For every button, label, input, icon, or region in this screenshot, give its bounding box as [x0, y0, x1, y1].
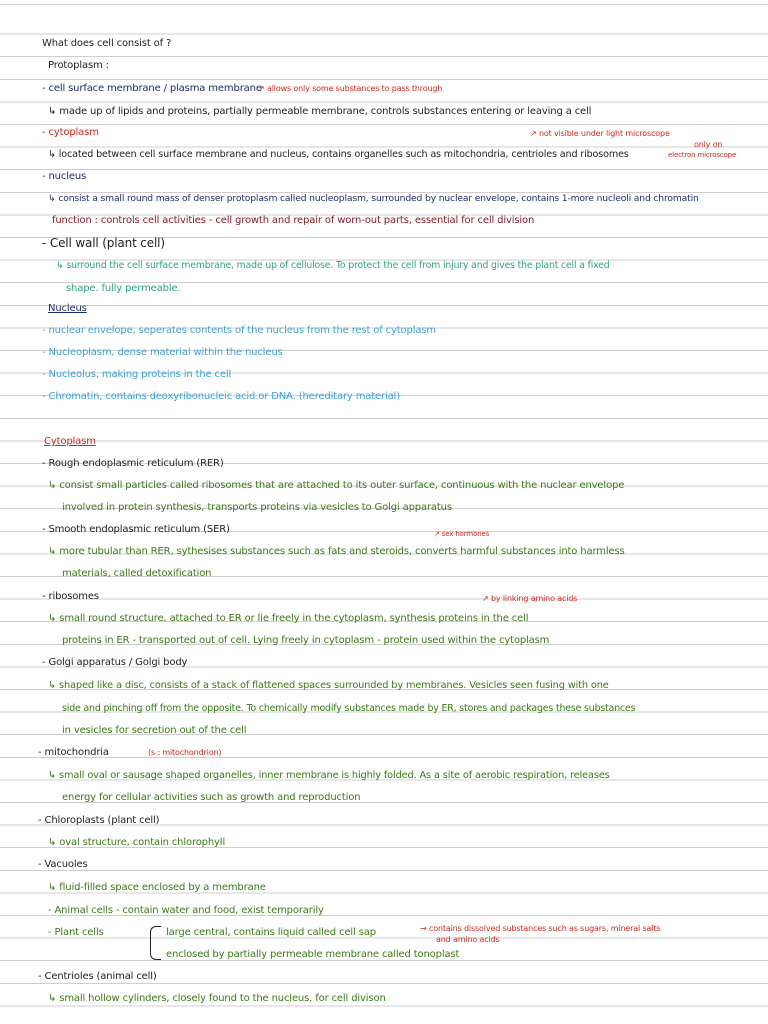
cytoplasm-note: ↗ not visible under light microscope — [530, 129, 670, 138]
vacuoles-plant-note-2: and amino acids — [436, 935, 500, 944]
nucleus-heading: - nucleus — [42, 171, 87, 182]
nucleus-item: - Chromatin, contains deoxyribonucleic acid or DNA. (hereditary material) — [42, 391, 401, 402]
cytoplasm-heading: - cytoplasm — [42, 127, 99, 138]
golgi-description-3: in vesicles for secretion out of the cell — [62, 725, 247, 736]
rer-description: ↳ consist small particles called ribosomes that are attached to its outer surface, continuous with the nuclear envelope — [48, 480, 625, 491]
ribosomes-description: ↳ small round structure, attached to ER or lie freely in the cytoplasm, synthesis proteins in the cell — [48, 613, 529, 624]
membrane-note: ↗ allows only some substances to pass through — [258, 84, 443, 93]
rer-heading: - Rough endoplasmic reticulum (RER) — [42, 458, 224, 469]
ser-note: ↗ sex hormones — [434, 530, 490, 538]
cytoplasm-description: ↳ located between cell surface membrane and nucleus, contains organelles such as mitochondria, centrioles and ribosomes — [48, 149, 629, 160]
vacuoles-description: ↳ fluid-filled space enclosed by a membrane — [48, 882, 266, 893]
centrioles-description: ↳ small hollow cylinders, closely found to the nucleus. for cell divison — [48, 993, 386, 1004]
vacuoles-plant-note: → contains dissolved substances such as sugars, mineral salts — [420, 924, 661, 933]
ribosomes-description-2: proteins in ER - transported out of cell. Lying freely in cytoplasm - protein used within the cytoplasm — [62, 635, 550, 646]
vacuoles-brace — [150, 926, 161, 960]
cell-wall-heading: - Cell wall (plant cell) — [42, 236, 165, 250]
cytoplasm-note-2a: only on — [694, 140, 723, 149]
vacuoles-animal: - Animal cells - contain water and food, exist temporarily — [48, 905, 324, 916]
chloroplasts-heading: - Chloroplasts (plant cell) — [38, 815, 160, 826]
ser-description: ↳ more tubular than RER, sythesises substances such as fats and steroids, converts harmful substances into harmless — [48, 546, 625, 557]
mitochondria-description-2: energy for cellular activities such as growth and reproduction — [62, 792, 361, 803]
membrane-description: ↳ made up of lipids and proteins, partially permeable membrane, controls substances entering or leaving a cell — [48, 106, 592, 117]
nucleus-section-heading: Nucleus — [48, 303, 87, 314]
mitochondria-heading: - mitochondria — [38, 747, 109, 758]
golgi-description-2: side and pinching off from the opposite. To chemically modify substances made by ER, stores and packages these substances — [62, 703, 636, 714]
vacuoles-heading: - Vacuoles — [38, 859, 88, 870]
centrioles-heading: - Centrioles (animal cell) — [38, 971, 157, 982]
cell-wall-description: ↳ surround the cell surface membrane, made up of cellulose. To protect the cell from injury and gives the plant cell a fixed — [56, 260, 610, 271]
page-title: What does cell consist of ? — [42, 38, 172, 49]
vacuoles-plant-a: large central, contains liquid called cell sap — [166, 927, 376, 938]
membrane-heading: - cell surface membrane / plasma membrane — [42, 83, 262, 94]
cytoplasm-section-heading: Cytoplasm — [44, 436, 96, 447]
ser-heading: - Smooth endoplasmic reticulum (SER) — [42, 524, 230, 535]
nucleus-function: function : controls cell activities - cell growth and repair of worn-out parts, essential for cell division — [52, 215, 535, 226]
ser-description-2: materials, called detoxification — [62, 568, 212, 579]
nucleus-item: - Nucleolus, making proteins in the cell — [42, 369, 232, 380]
ribosomes-note: ↗ by linking amino acids — [482, 594, 578, 603]
nucleus-item: - nuclear envelope, seperates contents of the nucleus from the rest of cytoplasm — [42, 325, 436, 336]
golgi-description: ↳ shaped like a disc, consists of a stack of flattened spaces surrounded by membranes. Vesicles seen fusing with one — [48, 680, 609, 691]
rer-description-2: involved in protein synthesis, transports proteins via vesicles to Golgi apparatus — [62, 502, 452, 513]
protoplasm-heading: Protoplasm : — [48, 60, 109, 71]
golgi-heading: - Golgi apparatus / Golgi body — [42, 657, 188, 668]
nucleus-item: - Nucleoplasm, dense material within the nucleus — [42, 347, 283, 358]
cytoplasm-note-2b: electron microscope — [668, 151, 737, 159]
mitochondria-description: ↳ small oval or sausage shaped organelles, inner membrane is highly folded. As a site of aerobic respiration, releases — [48, 770, 610, 781]
ribosomes-heading: - ribosomes — [42, 591, 99, 602]
mitochondria-note: (s : mitochondrion) — [148, 748, 222, 757]
vacuoles-plant-b: enclosed by partially permeable membrane called tonoplast — [166, 949, 460, 960]
nucleus-description: ↳ consist a small round mass of denser protoplasm called nucleoplasm, surrounded by nuclear envelope, contains 1-more nucleoli and chromatin — [48, 193, 699, 204]
cell-wall-description-2: shape. fully permeable. — [66, 283, 181, 294]
vacuoles-plant-label: - Plant cells — [48, 927, 104, 938]
chloroplasts-description: ↳ oval structure, contain chlorophyll — [48, 837, 226, 848]
